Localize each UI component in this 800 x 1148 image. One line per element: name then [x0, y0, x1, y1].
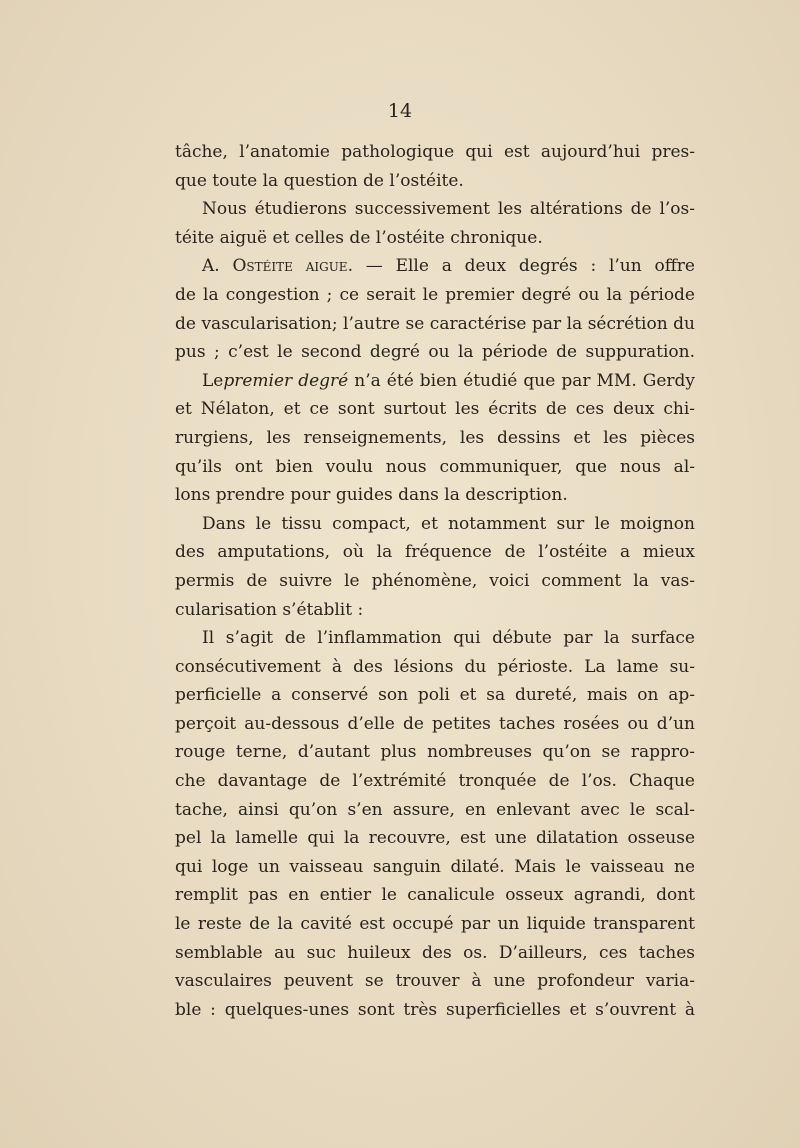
text-line: que toute la question de l’ostéite.	[175, 170, 464, 191]
text-line: permis de suivre le phénomène, voici comment la vas-	[175, 570, 695, 591]
text-line: le reste de la cavité est occupé par un liquide transparent	[175, 914, 695, 935]
text-line: Nous étudierons successivement les altérations de l’os-	[202, 199, 695, 220]
text-line: ble : quelques-unes sont très superficielles et s’ouvrent à	[175, 999, 695, 1020]
text-line: cularisation s’établit :	[175, 599, 364, 620]
text-line: remplit pas en entier le canalicule osseux agrandi, dont	[175, 885, 695, 906]
paragraph-lead-line	[175, 367, 695, 396]
text-line: perçoit au-dessous d’elle de petites taches rosées ou d’un	[175, 713, 695, 734]
text-line: pus ; c’est le second degré ou la période de suppuration.	[175, 342, 695, 363]
text-line: rouge terne, d’autant plus nombreuses qu’on se rappro-	[175, 742, 695, 763]
text-line: de la congestion ; ce serait le premier degré ou la période	[175, 284, 695, 305]
lead-article: Le	[202, 370, 224, 391]
section-label: A.	[202, 256, 220, 277]
page-number: 14	[387, 100, 413, 122]
section-title: Ostéite aigue.	[232, 256, 353, 277]
text-line: qui loge un vaisseau sanguin dilaté. Mais le vaisseau ne	[175, 856, 695, 877]
text-line: perficielle a conservé son poli et sa dureté, mais on ap-	[175, 685, 695, 706]
text-line: tâche, l’anatomie pathologique qui est aujourd’hui pres-	[175, 142, 695, 162]
text-line: tache, ainsi qu’on s’en assure, en enlevant avec le scal-	[175, 799, 695, 820]
text-line: des amputations, où la fréquence de l’ostéite a mieux	[175, 542, 695, 563]
text-line-rest: n’a été bien étudié que par MM. Gerdy	[354, 370, 695, 391]
body-text	[175, 138, 695, 1024]
text-line: téite aiguë et celles de l’ostéite chronique.	[175, 227, 543, 248]
text-line: semblable au suc huileux des os. D’ailleurs, ces taches	[175, 942, 695, 963]
text-line: pel la lamelle qui la recouvre, est une dilatation osseuse	[175, 828, 695, 849]
text-line-rest: — Elle a deux degrés : l’un offre	[365, 256, 695, 277]
lead-italic: premier degré	[223, 370, 349, 391]
text-line: consécutivement à des lésions du périoste. La lame su-	[175, 656, 695, 677]
text-line: che davantage de l’extrémité tronquée de l’os. Chaque	[175, 771, 695, 792]
section-heading-line	[175, 252, 695, 281]
text-line: de vascularisation; l’autre se caractérise par la sécrétion du	[175, 313, 695, 334]
text-line: vasculaires peuvent se trouver à une profondeur varia-	[175, 971, 695, 992]
text-line: qu’ils ont bien voulu nous communiquer, que nous al-	[175, 456, 695, 477]
text-line: Dans le tissu compact, et notamment sur le moignon	[202, 513, 695, 534]
text-line: et Nélaton, et ce sont surtout les écrits de ces deux chi-	[175, 399, 695, 420]
text-line: rurgiens, les renseignements, les dessins et les pièces	[175, 427, 695, 448]
text-line: Il s’agit de l’inflammation qui débute par la surface	[202, 628, 695, 649]
text-line: lons prendre pour guides dans la description.	[175, 485, 568, 506]
